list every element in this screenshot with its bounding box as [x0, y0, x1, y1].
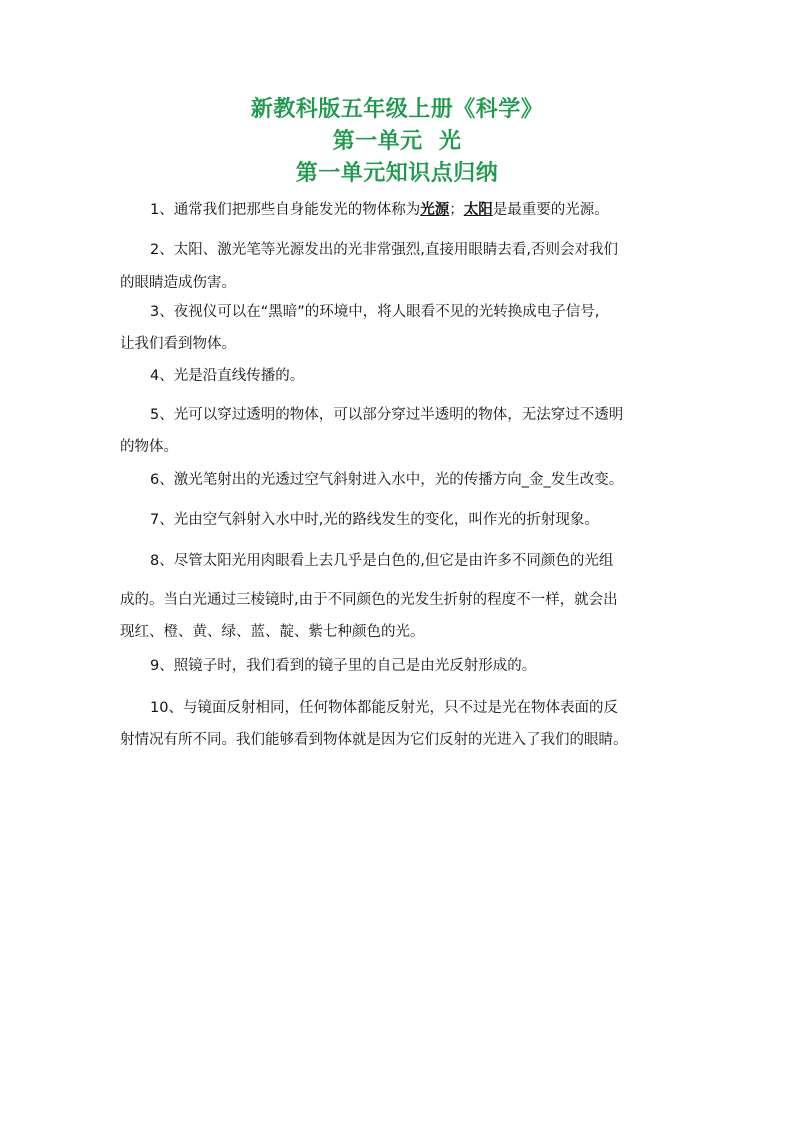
unit-title: 第一单元 光 [332, 129, 462, 154]
knowledge-point-1 [120, 200, 680, 220]
point-2-line-2: 的眼睛造成伤害。 [120, 275, 236, 291]
point-9-line-1: 9、照镜子时，我们看到的镜子里的自己是由光反射形成的。 [150, 658, 537, 674]
term-light-source: 光源 [420, 202, 450, 218]
point-7-line-1: 7、光由空气斜射入水中时,光的路线发生的变化，叫作光的折射现象。 [150, 512, 599, 528]
knowledge-point-4 [120, 366, 680, 386]
knowledge-point-6 [120, 470, 680, 490]
title-block [0, 94, 794, 190]
point-3-line-1: 3、夜视仪可以在“黑暗”的环境中，将人眼看不见的光转换成电子信号, [150, 304, 600, 320]
point-10-line-2: 射情况有所不同。我们能够看到物体就是因为它们反射的光进入了我们的眼睛。 [120, 732, 628, 748]
knowledge-point-10 [120, 698, 680, 750]
point-1-separator: ； [449, 202, 464, 218]
point-5-line-2: 的物体。 [120, 439, 178, 455]
knowledge-point-2 [120, 240, 680, 293]
term-sun: 太阳 [463, 202, 493, 218]
point-1-tail: 是最重要的光源。 [492, 202, 609, 218]
point-2-line-1: 2、太阳、激光笔等光源发出的光非常强烈,直接用眼睛去看,否则会对我们 [150, 242, 618, 258]
point-8-line-2: 成的。当白光通过三棱镜时,由于不同颜色的光发生折射的程度不一样，就会出 [120, 592, 618, 608]
document-title: 新教科版五年级上册《科学》 [250, 97, 544, 122]
point-5-line-1: 5、光可以穿过透明的物体，可以部分穿过半透明的物体，无法穿过不透明 [150, 407, 624, 423]
knowledge-point-7 [120, 510, 680, 530]
point-3-line-2: 让我们看到物体。 [120, 336, 236, 352]
point-8-line-1: 8、尽管太阳光用肉眼看上去几乎是白色的,但它是由许多不同颜色的光组 [150, 553, 614, 569]
section-subtitle: 第一单元知识点归纳 [295, 161, 499, 186]
knowledge-point-9 [120, 656, 680, 676]
point-4-line-1: 4、光是沿直线传播的。 [150, 368, 305, 384]
point-8-line-3: 现红、橙、黄、绿、蓝、靛、紫七种颜色的光。 [120, 624, 425, 640]
point-10-line-1: 10、与镜面反射相同，任何物体都能反射光，只不过是光在物体表面的反 [150, 700, 618, 716]
knowledge-point-3 [120, 302, 680, 354]
knowledge-point-8 [120, 551, 680, 642]
point-1-text: 1、通常我们把那些自身能发光的物体称为 [150, 202, 421, 218]
point-6-line-1: 6、激光笔射出的光透过空气斜射进入水中，光的传播方向_金_发生改变。 [150, 472, 624, 488]
knowledge-point-5 [120, 405, 680, 457]
